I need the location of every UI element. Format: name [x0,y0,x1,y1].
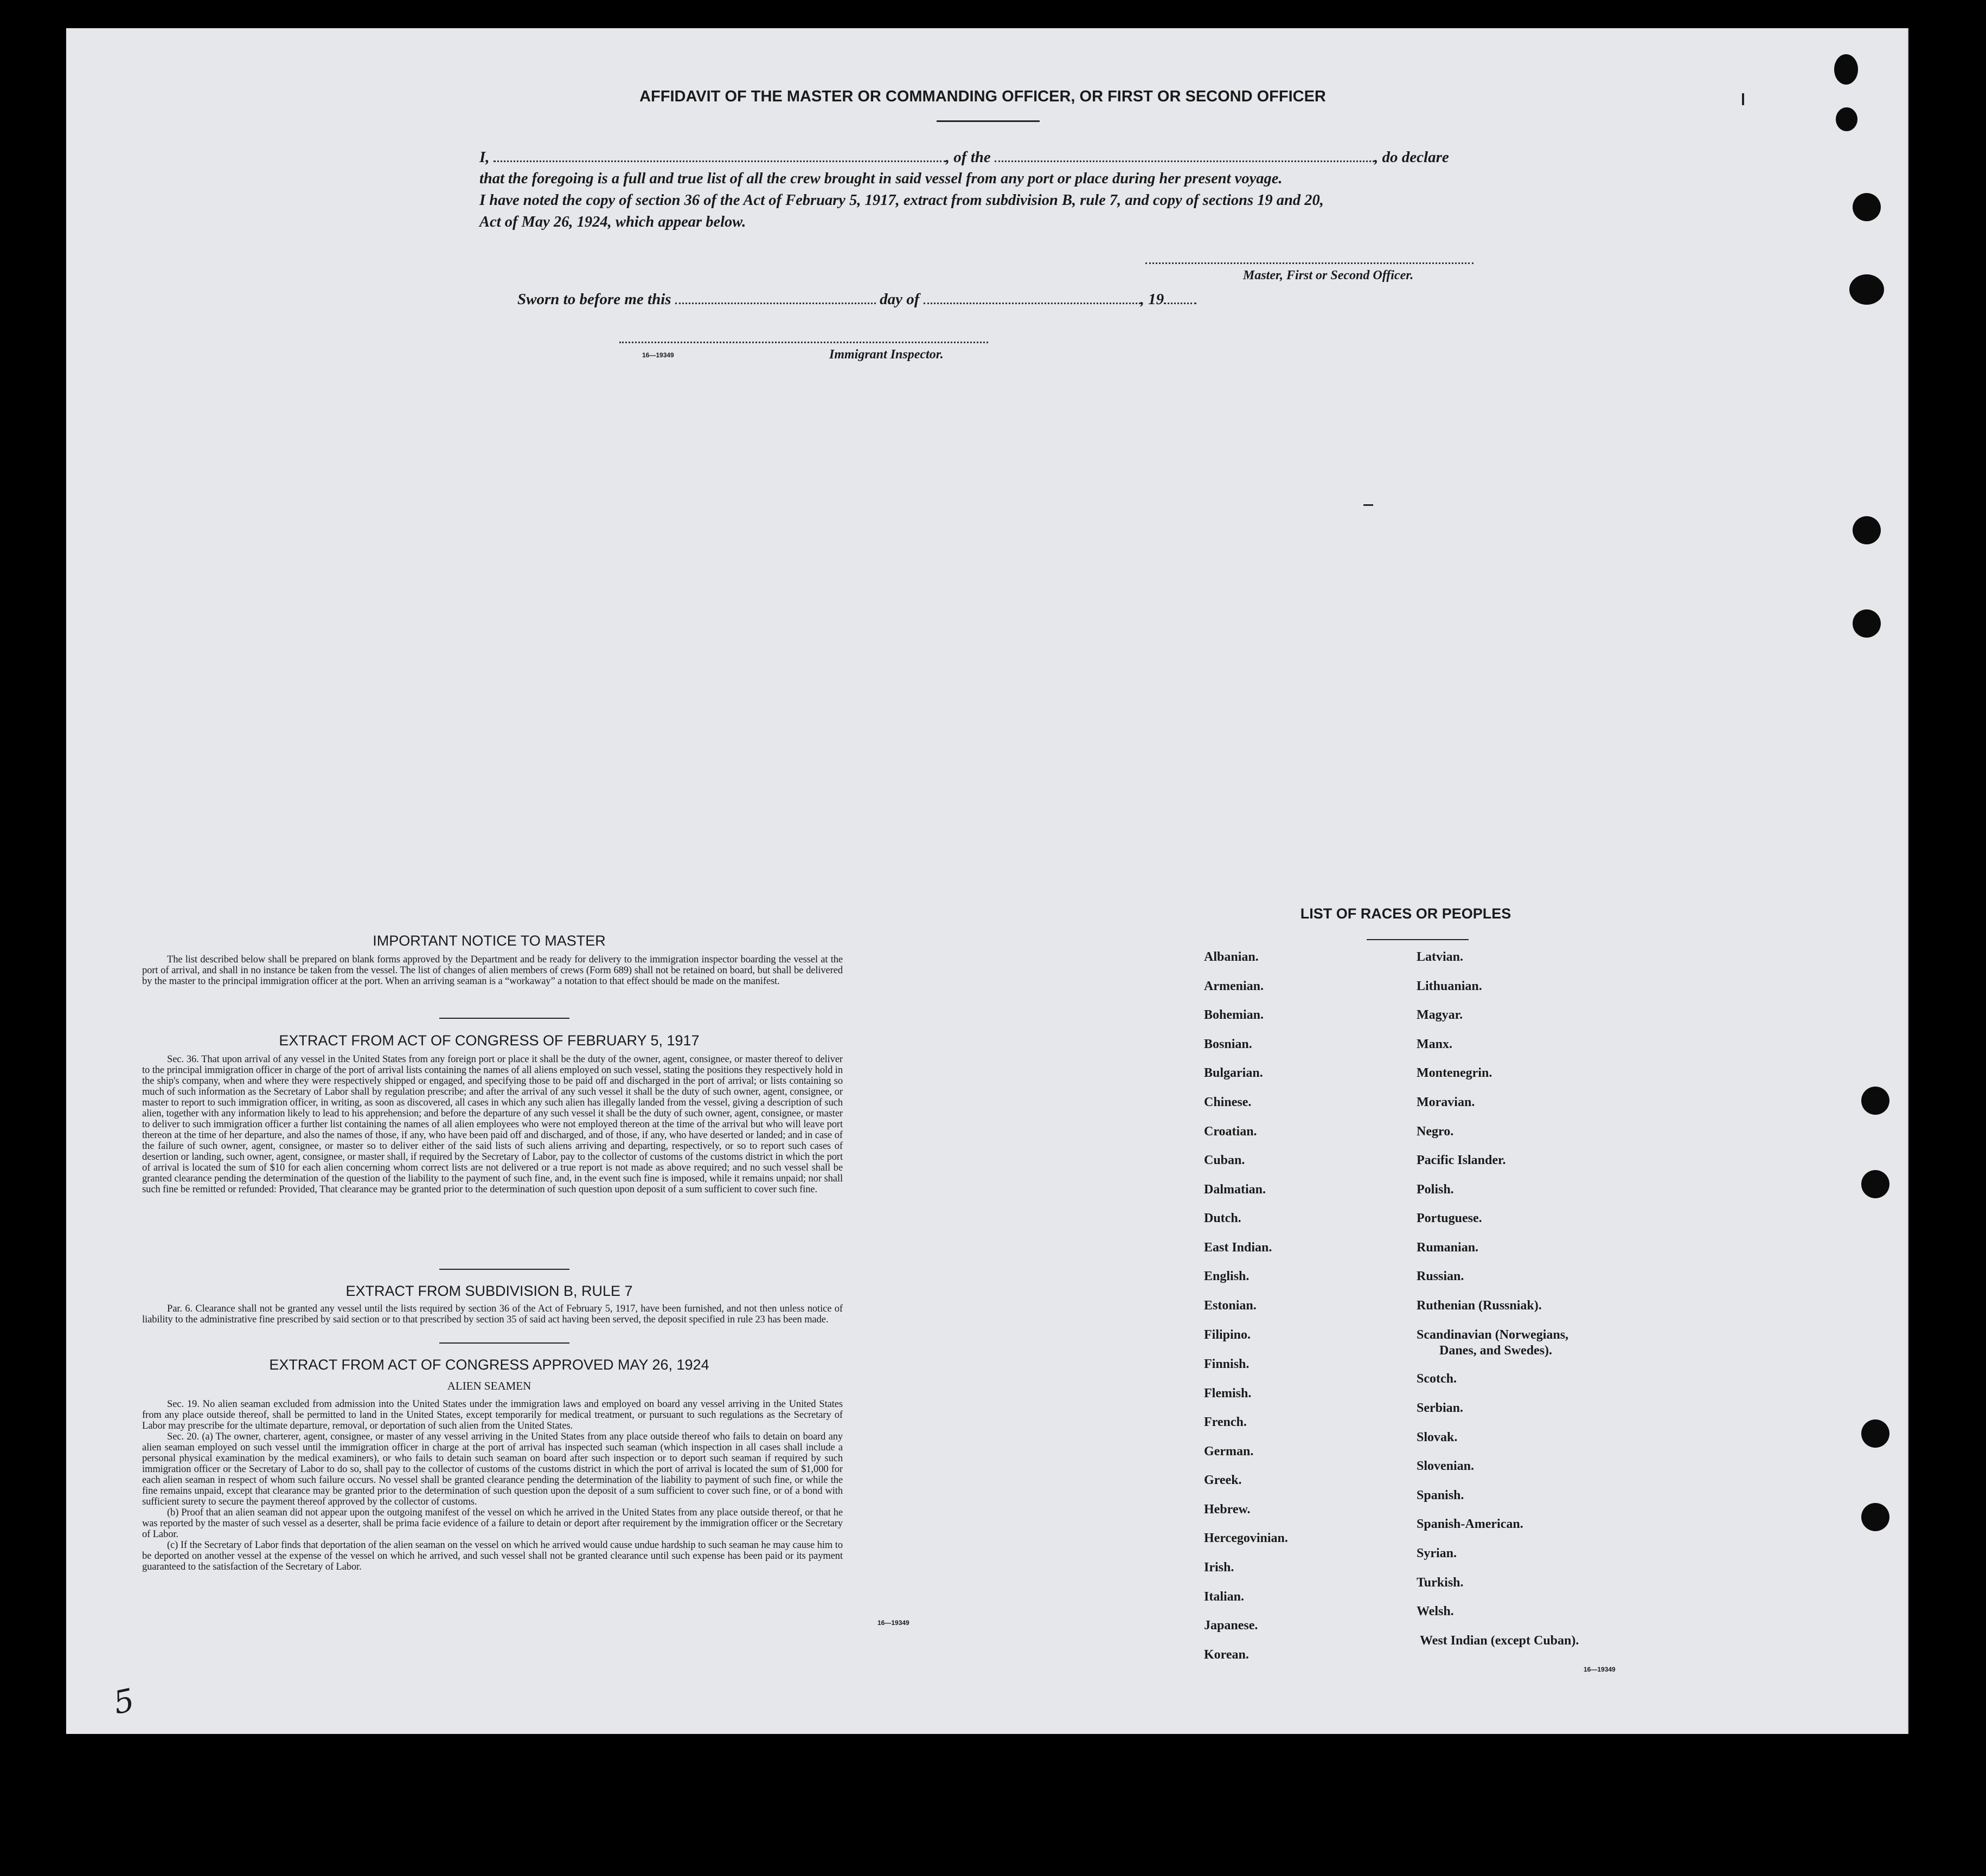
race-right: Danes, and Swedes). [1439,1344,1553,1358]
race-right: Ruthenian (Russniak). [1417,1299,1542,1313]
extract-1917-title: EXTRACT FROM ACT OF CONGRESS OF FEBRUARY 5, 1917 [279,1032,700,1049]
master-signature-line [1145,262,1474,264]
extract-rule7-title: EXTRACT FROM SUBDIVISION B, RULE 7 [345,1283,633,1299]
race-left: Filipino. [1204,1328,1251,1342]
race-right: West Indian (except Cuban). [1420,1634,1579,1648]
title-underline [937,120,1040,122]
race-right: Lithuanian. [1417,979,1482,993]
race-left: Hercegovinian. [1204,1531,1288,1545]
scan-mark [1363,504,1373,506]
race-left: Hebrew. [1204,1502,1251,1517]
race-right: Polish. [1417,1183,1454,1197]
race-left: Dutch. [1204,1211,1241,1225]
binder-hole [1853,193,1881,221]
race-right: Pacific Islander. [1417,1153,1506,1167]
sworn-label: Sworn to before me this [517,291,671,308]
race-right: Welsh. [1417,1604,1454,1618]
race-left: Croatian. [1204,1125,1257,1139]
race-left: Bulgarian. [1204,1066,1263,1080]
sec-20a-text: Sec. 20. (a) The owner, charterer, agent, consignee, or master of any vessel arriving in the United States from any place outside thereof who fails to detain on board any alien seaman employed on such vessel until the immigration officer in charge at the port of arrival has inspected such seaman (which inspection in all cases shall include a personal physical examination by the medical examiners), or who fails to detain such seaman on board after such inspection or to deport such seaman if required by such immigration officer or the Secretary of Labor to do so, shall pay to the collector of customs of the customs district in which the port of arrival is located the sum of $1,000 for each alien seaman in respect of whom such failure occurs. No vessel shall be granted clearance pending the determination of the liability to payment of such fine, or while the fine remains unpaid, except that clearance may be granted prior to the determination of such question upon the deposit of a sum sufficient to cover such fine, or of a bond with sufficient surety to secure the payment thereof approved by the collector of customs. [142,1431,843,1507]
affidavit-line-1 [479,149,1449,166]
race-left: Finnish. [1204,1357,1250,1371]
race-right: Slovak. [1417,1430,1458,1444]
race-left: Armenian. [1204,979,1264,993]
race-left: English. [1204,1269,1250,1283]
race-right: Spanish. [1417,1488,1464,1502]
binder-hole [1834,54,1858,85]
extract-form-number: 16—19349 [877,1619,909,1627]
extract-1917-body: Sec. 36. That upon arrival of any vessel in the United States from any foreign port or place it shall be the duty of the owner, agent, consignee, or master thereof to deliver to the principal immigration officer in charge of the port of arrival lists containing the names of all aliens employed on such vessel, stating the positions they respectively hold in the ship's company, when and where they were respectively shipped or engaged, and specifying those to be paid off and discharged in the port of arrival; or lists containing so much of such information as the Secretary of Labor shall by regulation prescribe; and after the arrival of any such vessel it shall be the duty of such owner, agent, consignee, or master to report to such immigration officer, in writing, as soon as discovered, all cases in which any such alien has illegally landed from the vessel, giving a description of such alien, together with any information likely to lead to his apprehension; and before the departure of any such vessel it shall be the duty of such owner, agent, consignee, or master to deliver to such immigration officer a further list containing the names of all alien employees who were not employed thereon at the time of the arrival but who will leave port thereon at the time of her departure, and also the names of those, if any, who have been paid off and discharged, and of those, if any, who have deserted or landed; and in case of the failure of such owner, agent, consignee, or master so to deliver either of the said lists of such aliens arriving and departing, respectively, or so to report such cases of desertion or landing, such owner, agent, consignee, or master shall, if required by the Secretary of Labor, pay to the collector of customs of the customs district in which the port of arrival is located the sum of $10 for each alien concerning whom correct lists are not delivered or a true report is not made as above required; and no such vessel shall be granted clearance pending the determination of the question of the liability to the payment of such fine, and, in the event such fine is imposed, while it remains unpaid; nor shall such fine be remitted or refunded: Provided, That clearance may be granted prior to the determination of such question upon deposit of a sum sufficient to cover such fine. [142,1054,843,1195]
race-left: Irish. [1204,1560,1234,1575]
race-right: Latvian. [1417,950,1464,964]
race-left: Japanese. [1204,1618,1258,1633]
extract-1924-body [142,1399,843,1627]
sec-20c-text: (c) If the Secretary of Labor finds that deportation of the alien seaman on the vessel on which he arrived would cause undue hardship to such seaman he may cause him to be deported on another vessel at the expense of the vessel on which he arrived, and such vessel shall not be granted clearance until such expense has been paid or its payment guaranteed to the satisfaction of the Secretary of Labor. [142,1540,843,1572]
binder-hole [1861,1087,1889,1115]
affidavit-line-2: that the foregoing is a full and true list of all the crew brought in said vessel from any port or place during her present voyage. [479,170,1283,187]
affidavit-line-3: I have noted the copy of section 36 of the Act of February 5, 1917, extract from subdivision B, rule 7, and copy of sections 19 and 20, [479,192,1324,209]
binder-hole [1853,516,1881,544]
binder-hole [1849,274,1884,305]
race-left: Cuban. [1204,1153,1245,1167]
day-of-label: day of [880,291,920,308]
master-signature-label: Master, First or Second Officer. [1243,268,1414,282]
races-title: LIST OF RACES OR PEOPLES [1300,905,1511,922]
race-left: Albanian. [1204,950,1259,964]
i-label: I, [479,149,490,166]
notice-title: IMPORTANT NOTICE TO MASTER [373,933,606,949]
race-right: Scotch. [1417,1372,1457,1386]
race-right: Russian. [1417,1269,1464,1283]
race-right: Serbian. [1417,1401,1464,1415]
year-label: , 19 [1140,291,1164,308]
handwritten-mark: 5 [110,1681,138,1722]
races-title-underline [1367,939,1469,940]
race-left: French. [1204,1415,1247,1429]
year-blank [1164,292,1196,304]
race-right: Moravian. [1417,1095,1475,1109]
race-left: Dalmatian. [1204,1183,1266,1197]
divider-2 [439,1269,569,1270]
race-right: Manx. [1417,1037,1452,1051]
binder-hole [1853,609,1881,638]
name-blank [494,150,946,162]
race-right: Slovenian. [1417,1459,1475,1473]
affidavit-form-number: 16—19349 [642,351,674,359]
race-left: East Indian. [1204,1241,1272,1255]
extract-rule7-body: Par. 6. Clearance shall not be granted any vessel until the lists required by section 36 of the Act of February 5, 1917, have been furnished, and not then unless notice of liability to the administrative fine prescribed by said section or to that prescribed by section 35 of said act having been served, the deposit specified in rule 23 has been made. [142,1303,843,1325]
extract-1924-title: EXTRACT FROM ACT OF CONGRESS APPROVED MAY 26, 1924 [269,1357,709,1373]
race-left: Flemish. [1204,1386,1252,1400]
race-right: Turkish. [1417,1576,1464,1590]
notice-body: The list described below shall be prepared on blank forms approved by the Department and be ready for delivery to the immigration inspector boarding the vessel at the port of arrival, and shall in no instance be taken from the vessel. The list of changes of alien members of crews (Form 689) shall not be retained on board, but shall be delivered by the master to the principal immigration officer at the port. When an arriving seaman is a “workaway” a notation to that effect should be made on the manifest. [142,954,843,987]
alien-seamen-subtitle: ALIEN SEAMEN [447,1379,531,1392]
race-left: Italian. [1204,1590,1245,1604]
affidavit-title: AFFIDAVIT OF THE MASTER OR COMMANDING OFFICER, OR FIRST OR SECOND OFFICER [639,88,1326,105]
race-left: German. [1204,1444,1254,1459]
vessel-blank [995,150,1374,162]
document-sheet [66,28,1908,1734]
binder-hole [1861,1419,1889,1448]
sec-19-text: Sec. 19. No alien seaman excluded from admission into the United States under the immigration laws and employed on board any vessel arriving in the United States from any place outside thereof, shall be permitted to land in the United States, except temporarily for medical treatment, or pursuant to such regulations as the Secretary of Labor may prescribe for the ultimate departure, removal, or deportation of such alien from the United States. [142,1399,843,1431]
race-right: Portuguese. [1417,1211,1482,1225]
race-left: Korean. [1204,1648,1249,1662]
race-right: Negro. [1417,1125,1454,1139]
race-left: Bohemian. [1204,1008,1264,1022]
race-left: Bosnian. [1204,1037,1252,1051]
of-the-label: , of the [945,149,991,166]
do-declare-label: , do declare [1374,149,1449,166]
race-right: Montenegrin. [1417,1066,1492,1080]
sec-20b-text: (b) Proof that an alien seaman did not appear upon the outgoing manifest of the vessel on which he arrived in the United States from any place outside thereof, or that he was reported by the master of such vessel as a deserter, shall be prima facie evidence of a failure to detain or deport after requirement by the immigration officer or the Secretary of Labor. [142,1507,843,1540]
binder-hole [1836,107,1857,131]
binder-hole [1861,1170,1889,1198]
races-form-number: 16—19349 [1584,1666,1616,1673]
race-left: Chinese. [1204,1095,1252,1109]
binder-hole [1861,1503,1889,1531]
divider-3 [439,1342,569,1344]
divider-1 [439,1018,569,1019]
race-right: Magyar. [1417,1008,1463,1022]
inspector-signature-line [619,342,988,343]
race-right: Spanish-American. [1417,1517,1523,1531]
sworn-month-blank [924,292,1141,304]
race-left: Greek. [1204,1473,1242,1487]
race-right: Scandinavian (Norwegians, [1417,1328,1569,1342]
race-left: Estonian. [1204,1299,1257,1313]
inspector-signature-label: Immigrant Inspector. [829,348,944,362]
race-right: Rumanian. [1417,1241,1479,1255]
sworn-day-blank [675,292,876,304]
sworn-line [517,291,1196,309]
scan-mark [1742,93,1744,105]
affidavit-line-4: Act of May 26, 1924, which appear below. [479,214,746,230]
race-right: Syrian. [1417,1546,1457,1560]
